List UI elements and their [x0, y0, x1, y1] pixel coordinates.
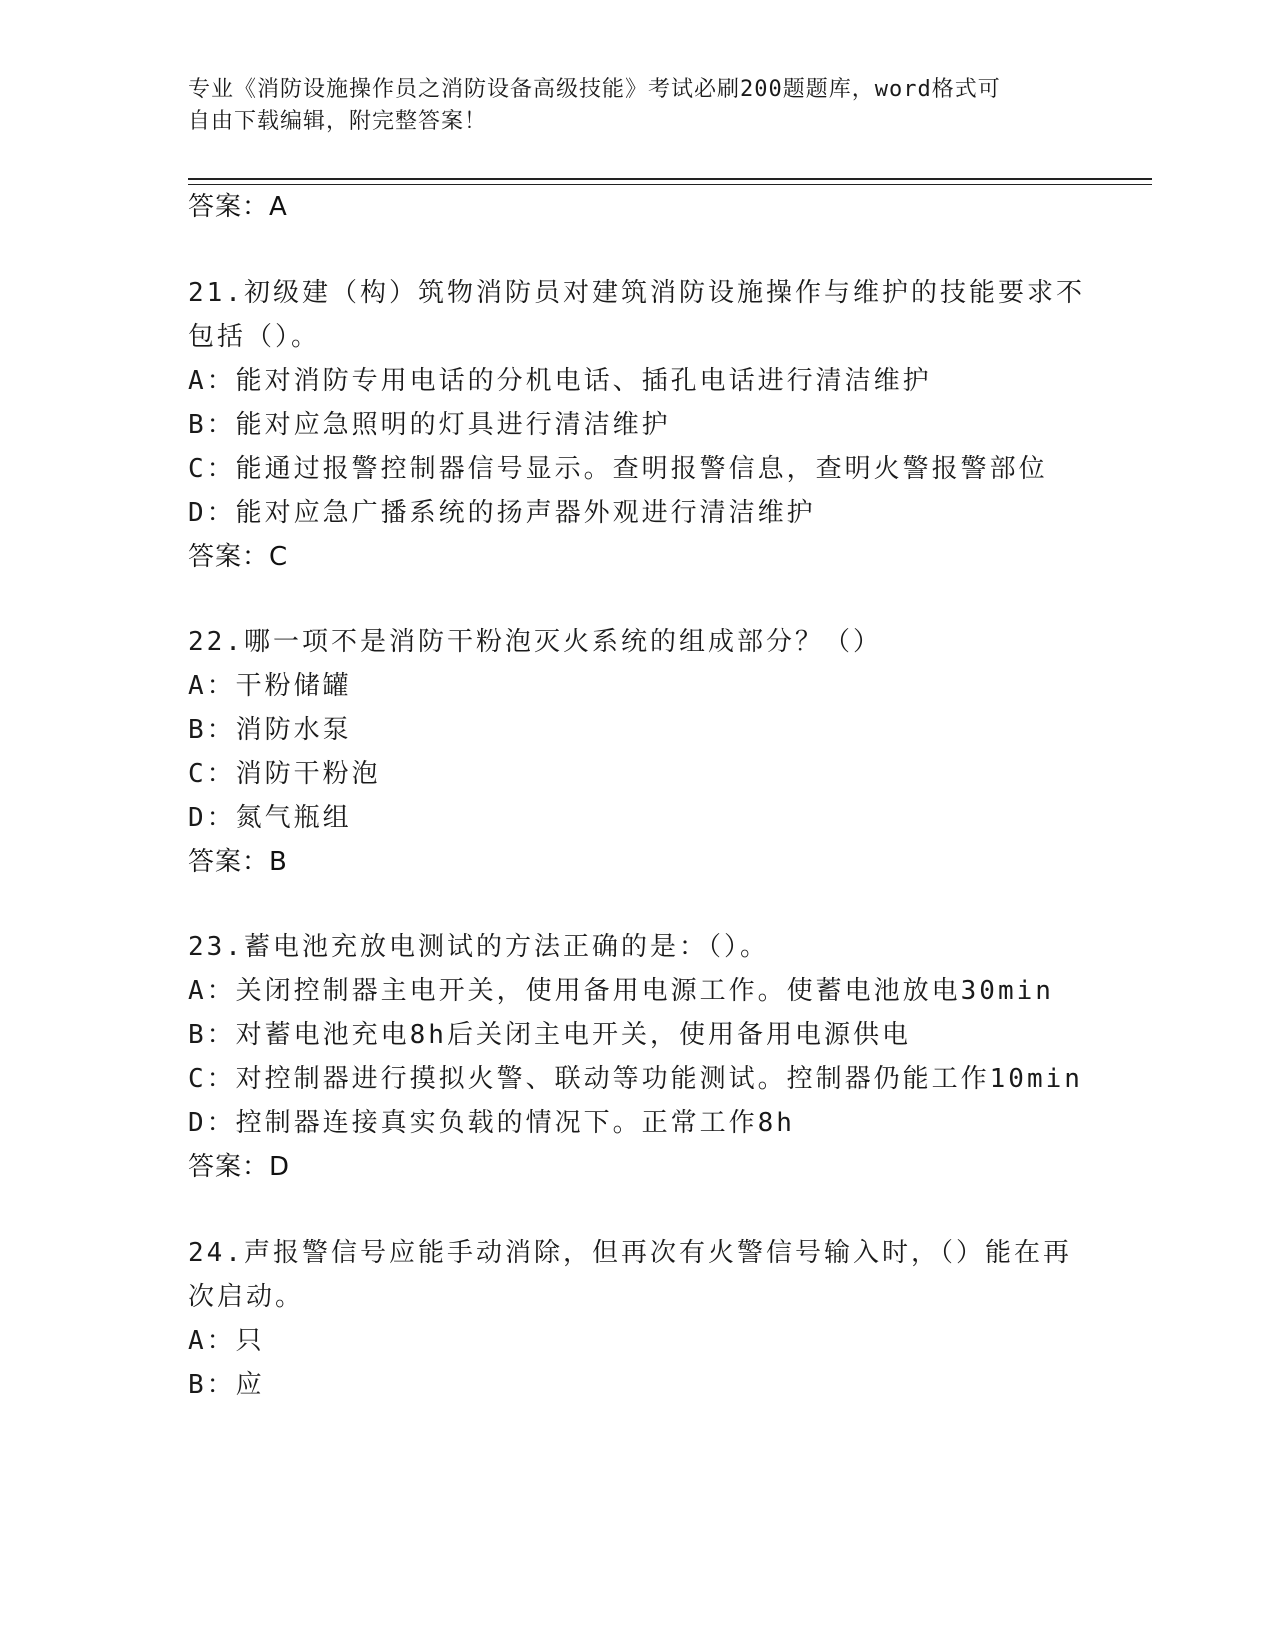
question-22-option-c: C：消防干粉泡 — [188, 759, 381, 789]
question-22-stem-line-1: 22.哪一项不是消防干粉泡灭火系统的组成部分？（） — [188, 627, 882, 657]
question-24-stem-line-1: 24.声报警信号应能手动消除，但再次有火警信号输入时，（）能在再 — [188, 1238, 1072, 1268]
question-21-option-d: D：能对应急广播系统的扬声器外观进行清洁维护 — [188, 498, 816, 528]
header-divider-thin — [188, 184, 1152, 185]
document-header — [188, 74, 1088, 138]
question-21-stem-line-1: 21.初级建（构）筑物消防员对建筑消防设施操作与维护的技能要求不 — [188, 278, 1085, 308]
question-24-option-b: B：应 — [188, 1370, 265, 1400]
question-21-stem-line-2: 包括（）。 — [188, 322, 321, 352]
question-24-option-a: A：只 — [188, 1326, 265, 1356]
question-21-option-b: B：能对应急照明的灯具进行清洁维护 — [188, 410, 671, 440]
header-divider-thick — [188, 178, 1152, 180]
question-23-option-d: D：控制器连接真实负载的情况下。正常工作8h — [188, 1108, 795, 1138]
question-22-option-b: B：消防水泵 — [188, 715, 352, 745]
question-22-option-d: D：氮气瓶组 — [188, 803, 352, 833]
question-22-option-a: A：干粉储罐 — [188, 671, 352, 701]
question-23-option-c: C：对控制器进行摸拟火警、联动等功能测试。控制器仍能工作10min — [188, 1064, 1083, 1094]
question-24-stem-line-2: 次启动。 — [188, 1282, 305, 1312]
header-line-1: 专业《消防设施操作员之消防设备高级技能》考试必刷200题题库，word格式可 — [188, 77, 1001, 102]
question-23-option-b: B：对蓄电池充电8h后关闭主电开关，使用备用电源供电 — [188, 1020, 911, 1050]
question-21-option-a: A：能对消防专用电话的分机电话、插孔电话进行清洁维护 — [188, 366, 932, 396]
question-23-answer: 答案：D — [188, 1152, 291, 1182]
question-21-option-c: C：能通过报警控制器信号显示。查明报警信息，查明火警报警部位 — [188, 454, 1048, 484]
question-22-answer: 答案：B — [188, 847, 288, 877]
answer-q20: 答案：A — [188, 192, 288, 222]
header-line-2: 自由下载编辑，附完整答案！ — [188, 109, 488, 134]
question-23-stem-line-1: 23.蓄电池充放电测试的方法正确的是：（）。 — [188, 932, 769, 962]
question-23-option-a: A：关闭控制器主电开关，使用备用电源工作。使蓄电池放电30min — [188, 976, 1054, 1006]
question-21-answer: 答案：C — [188, 542, 289, 572]
